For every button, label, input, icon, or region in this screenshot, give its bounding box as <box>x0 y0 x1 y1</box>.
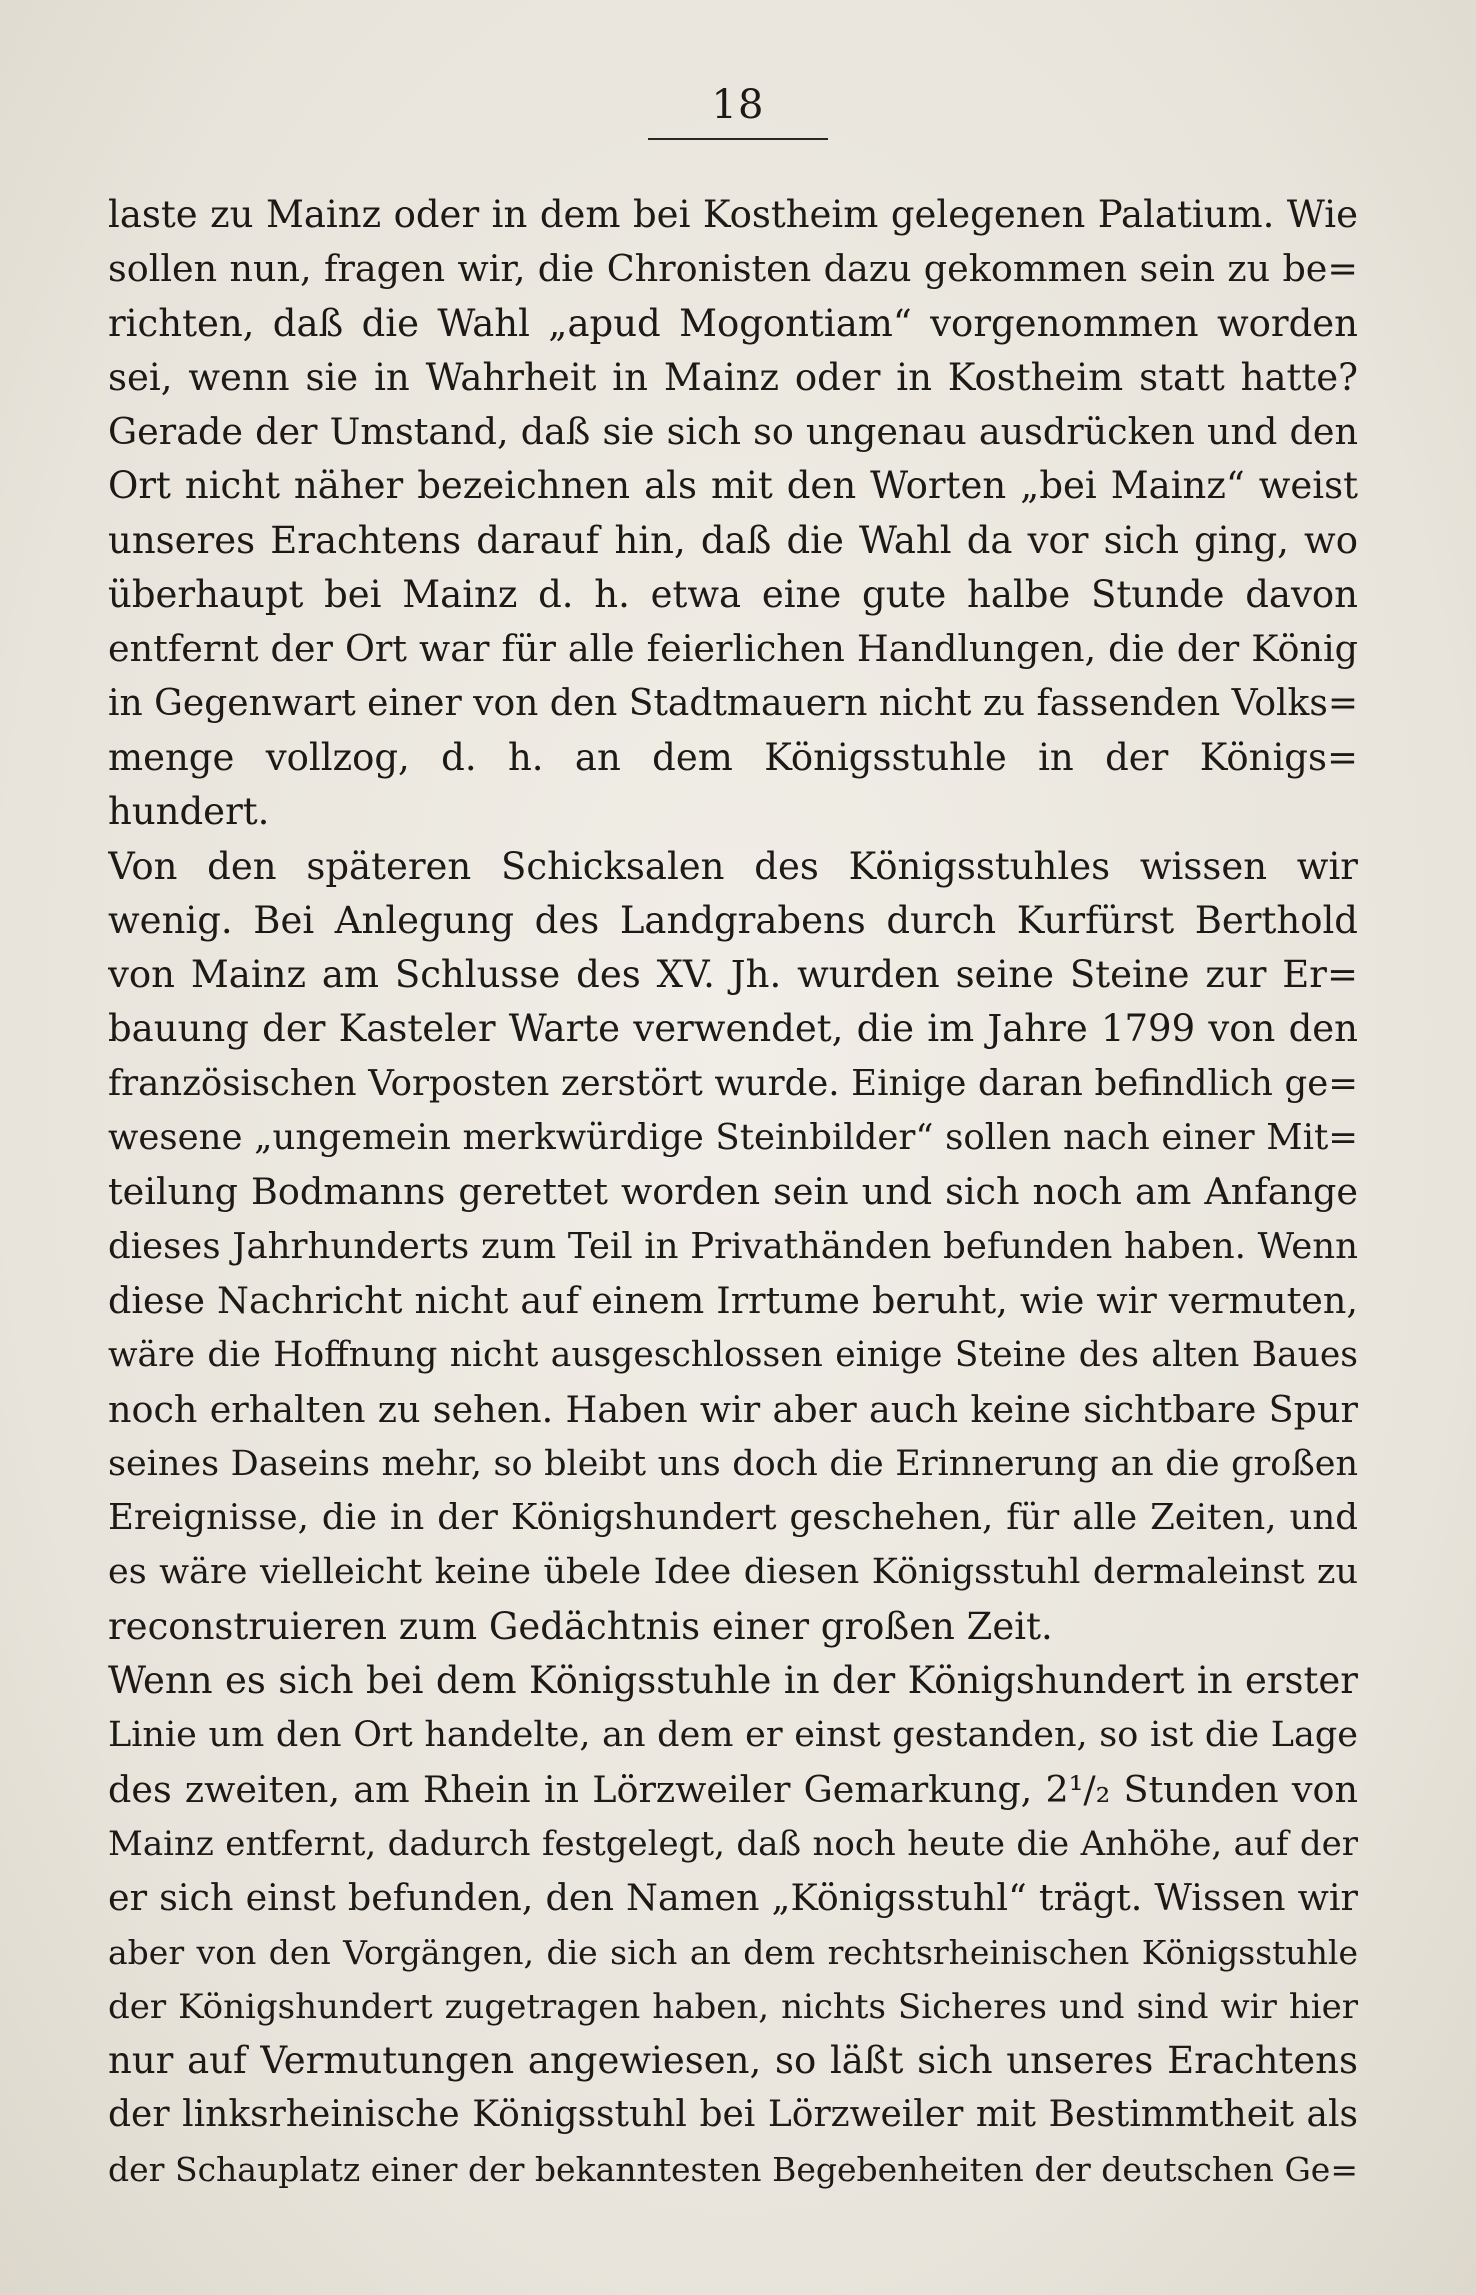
text-line: entfernt der Ort war für alle feierlichen Handlungen, die der König <box>108 627 1358 671</box>
text-line: nur auf Vermutungen angewiesen, so läßt sich unseres Erachtens <box>108 2039 1358 2083</box>
text-line: wenig. Bei Anlegung des Landgrabens durch Kurfürst Berthold <box>108 898 1358 942</box>
text-line: diese Nachricht nicht auf einem Irrtume beruht, wie wir vermuten, <box>108 1278 1358 1322</box>
text-line: Linie um den Ort handelte, an dem er einst gestanden, so ist die Lage <box>108 1715 1358 1756</box>
text-line: reconstruieren zum Gedächtnis einer großen Zeit. <box>108 1604 1053 1648</box>
text-line: hundert. <box>108 790 270 834</box>
text-line: wesene „ungemein merkwürdige Steinbilder“ sollen nach einer Mit= <box>108 1117 1358 1159</box>
text-line: bauung der Kasteler Warte verwendet, die im Jahre 1799 von den <box>108 1007 1358 1051</box>
text-line: sollen nun, fragen wir, die Chronisten dazu gekommen sein zu be= <box>108 247 1358 291</box>
text-line: richten, daß die Wahl „apud Mogontiam“ vorgenommen worden <box>108 301 1358 345</box>
text-line: seines Daseins mehr, so bleibt uns doch die Erinnerung an die großen <box>108 1443 1358 1484</box>
text-line: wäre die Hoffnung nicht ausgeschlossen einige Steine des alten Baues <box>108 1335 1358 1376</box>
text-line: von Mainz am Schlusse des XV. Jh. wurden seine Steine zur Er= <box>108 953 1358 997</box>
text-line: aber von den Vorgängen, die sich an dem rechtsrheinischen Königsstuhle <box>108 1932 1358 1972</box>
text-line: Gerade der Umstand, daß sie sich so ungenau ausdrücken und den <box>108 410 1358 454</box>
text-line: teilung Bodmanns gerettet worden sein und sich noch am Anfange <box>108 1170 1358 1214</box>
text-line: Ort nicht näher bezeichnen als mit den Worten „bei Mainz“ weist <box>108 464 1358 508</box>
text-line: französischen Vorposten zerstört wurde. Einige daran befindlich ge= <box>108 1062 1358 1104</box>
text-line: es wäre vielleicht keine übele Idee diesen Königsstuhl dermaleinst zu <box>108 1552 1358 1593</box>
text-line: Von den späteren Schicksalen des Königsstuhles wissen wir <box>108 844 1358 888</box>
text-line: menge vollzog, d. h. an dem Königsstuhle in der Königs= <box>108 735 1358 779</box>
text-line: der Schauplatz einer der bekanntesten Begebenheiten der deutschen Ge= <box>108 2149 1358 2189</box>
text-line: laste zu Mainz oder in dem bei Kostheim gelegenen Palatium. Wie <box>108 193 1358 236</box>
text-line: noch erhalten zu sehen. Haben wir aber auch keine sichtbare Spur <box>108 1387 1358 1431</box>
text-line: er sich einst befunden, den Namen „Königsstuhl“ trägt. Wissen wir <box>108 1876 1358 1920</box>
text-line: dieses Jahrhunderts zum Teil in Privathänden befunden haben. Wenn <box>108 1225 1358 1267</box>
text-line: in Gegenwart einer von den Stadtmauern nicht zu fassenden Volks= <box>108 682 1358 724</box>
text-line: Mainz entfernt, dadurch festgelegt, daß noch heute die Anhöhe, auf der <box>108 1823 1358 1864</box>
text-line: unseres Erachtens darauf hin, daß die Wahl da vor sich ging, wo <box>108 518 1358 562</box>
text-line: sei, wenn sie in Wahrheit in Mainz oder in Kostheim statt hatte? <box>108 355 1358 399</box>
text-line: Ereignisse, die in der Königshundert geschehen, für alle Zeiten, und <box>108 1497 1358 1539</box>
text-line: Wenn es sich bei dem Königsstuhle in der Königshundert in erster <box>108 1659 1358 1703</box>
header-rule <box>648 138 828 140</box>
text-line: überhaupt bei Mainz d. h. etwa eine gute halbe Stunde davon <box>108 573 1358 617</box>
text-line: des zweiten, am Rhein in Lörzweiler Gemarkung, 2¹/₂ Stunden von <box>108 1767 1358 1811</box>
page-number: 18 <box>711 82 765 128</box>
body-text <box>108 188 1358 2197</box>
text-line: der Königshundert zugetragen haben, nichts Sicheres und sind wir hier <box>108 1986 1358 2027</box>
text-line: der linksrheinische Königsstuhl bei Lörzweiler mit Bestimmtheit als <box>108 2094 1358 2136</box>
